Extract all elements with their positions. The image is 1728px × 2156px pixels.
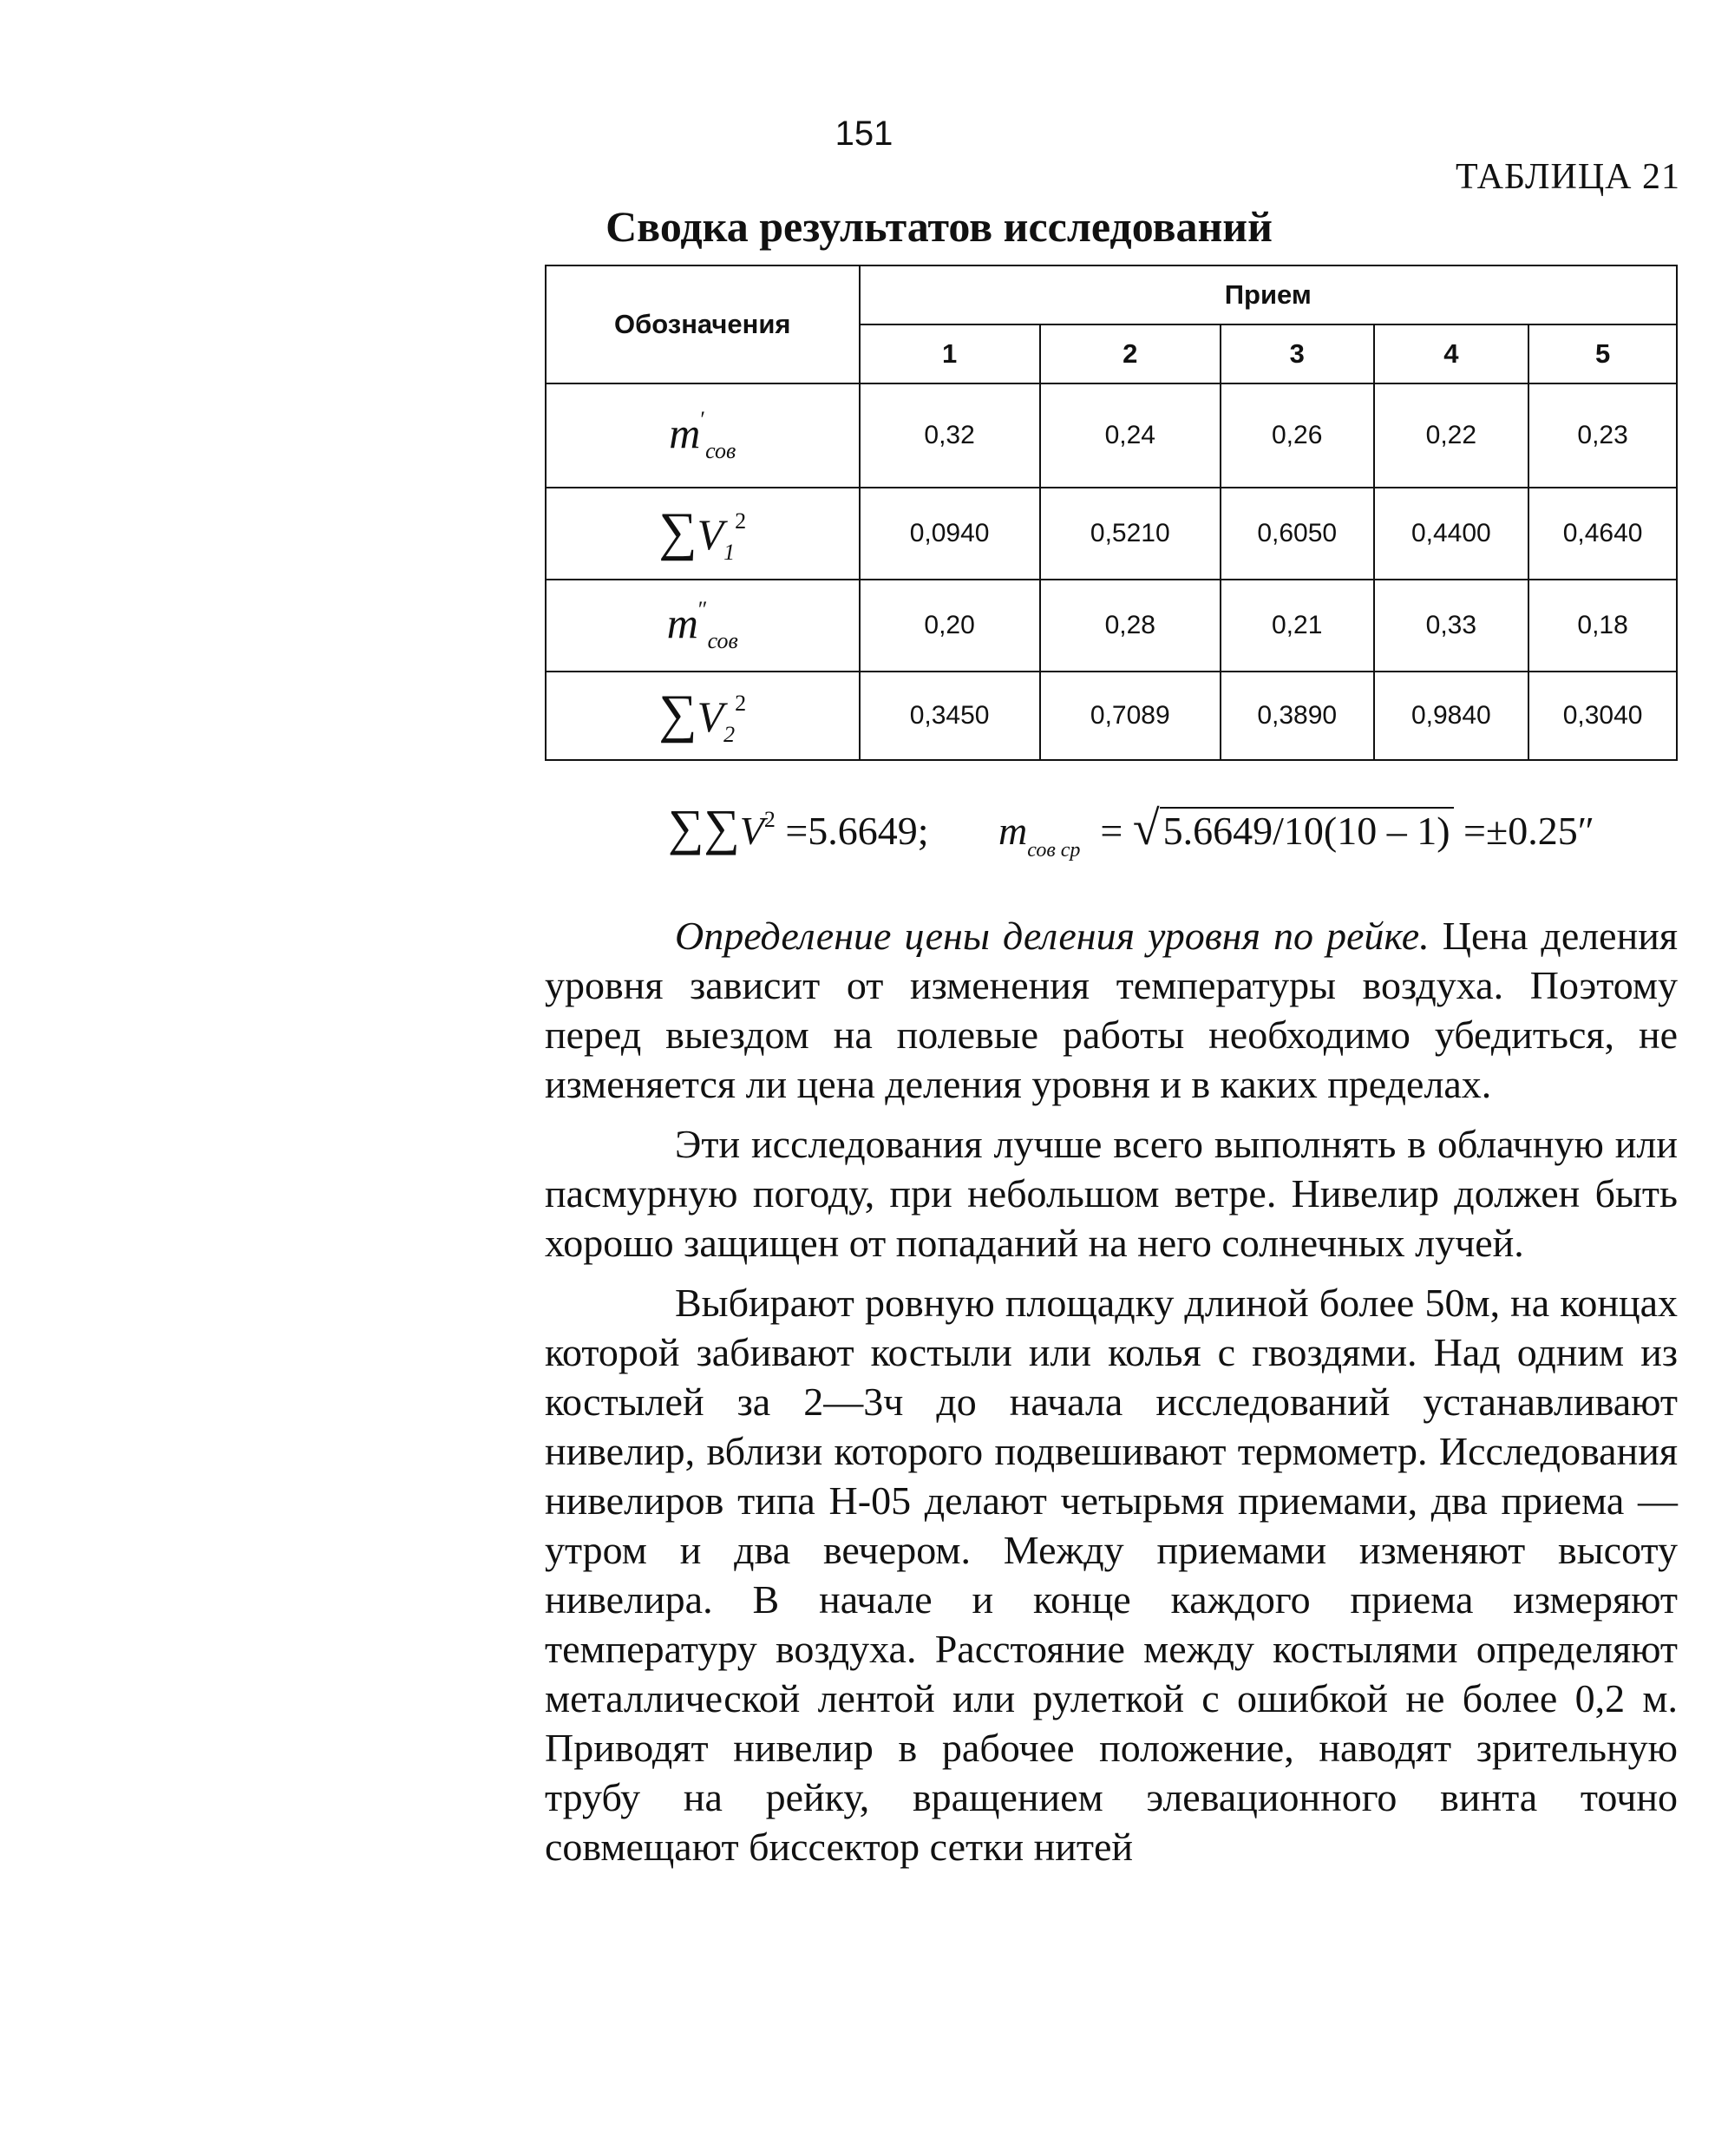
table-cell: 0,21 xyxy=(1221,580,1374,672)
table-cell: 0,33 xyxy=(1374,580,1529,672)
symbol-m-prime-sov: $m'_{сов}$ xyxy=(669,407,736,463)
table-cell: 0,23 xyxy=(1528,383,1677,488)
symbol-sum-v2-squared: $\sum V_2^2$ xyxy=(658,685,747,747)
double-sum-symbol: ∑∑ xyxy=(668,799,740,855)
table-title: Сводка результатов исследований xyxy=(605,202,1273,251)
table-row xyxy=(546,580,1677,672)
results-table xyxy=(545,265,1678,761)
column-header: 5 xyxy=(1528,324,1677,383)
table-header-row xyxy=(546,265,1677,324)
radicand: 5.6649/10(10 – 1) xyxy=(1160,807,1454,853)
designation-header: Обозначения xyxy=(546,265,860,383)
symbol-cell xyxy=(546,488,860,580)
table-cell: 0,3040 xyxy=(1528,672,1677,760)
table-cell: 0,4640 xyxy=(1528,488,1677,580)
table-cell: 0,20 xyxy=(860,580,1040,672)
symbol-cell xyxy=(546,672,860,760)
formula-result: =±0.25″ xyxy=(1463,809,1594,853)
table-row xyxy=(546,383,1677,488)
error-formula: $\sum\sum V^2 =5.6649$; $m_{сов ср} = √5.6649/10(10 - 1) =\pm 0.25''$ xyxy=(668,799,1594,862)
page-number: 151 xyxy=(835,115,893,153)
table-cell: 0,6050 xyxy=(1221,488,1374,580)
square-root-icon: √ xyxy=(1132,802,1160,855)
column-header: 2 xyxy=(1040,324,1221,383)
table-row xyxy=(546,488,1677,580)
body-text xyxy=(545,911,1678,1882)
paragraph-text: Эти исследования лучше всего выполнять в облачную или пасмурную погоду, при небольшом ветре. Нивелир должен быть хорошо защищен от попаданий на него солнечных лучей. xyxy=(545,1122,1678,1265)
column-header: 1 xyxy=(860,324,1040,383)
column-header: 3 xyxy=(1221,324,1374,383)
table-cell: 0,5210 xyxy=(1040,488,1221,580)
table-cell: 0,24 xyxy=(1040,383,1221,488)
table-cell: 0,32 xyxy=(860,383,1040,488)
paragraph xyxy=(545,911,1678,1109)
sum-value: =5.6649; xyxy=(785,809,929,853)
table-cell: 0,3890 xyxy=(1221,672,1374,760)
table-cell: 0,18 xyxy=(1528,580,1677,672)
table-cell: 0,26 xyxy=(1221,383,1374,488)
table-cell: 0,4400 xyxy=(1374,488,1529,580)
symbol-cell xyxy=(546,580,860,672)
table-cell: 0,7089 xyxy=(1040,672,1221,760)
paragraph-text: Цена деления уровня зависит от изменения температуры воздуха. Поэтому перед выездом на полевые работы необходимо убедиться, не изменяется ли цена деления уровня и в каких пределах. xyxy=(545,914,1678,1106)
table-cell: 0,0940 xyxy=(860,488,1040,580)
table-cell: 0,22 xyxy=(1374,383,1529,488)
m-symbol: m xyxy=(998,809,1028,853)
symbol-m-double-prime-sov: $m''_{сов}$ xyxy=(666,597,738,653)
column-header: 4 xyxy=(1374,324,1529,383)
paragraph-text: Выбирают ровную площадку длиной более 50м, на концах которой забивают костыли или колья с гвоздями. Над одним из костылей за 2—3ч до начала исследований устанавливают нивелир, вблизи которого подвешивают термометр. Исследования нивелиров типа Н-05 делают четырьмя приемами, два приема — утром и два вечером. Между приемами изменяют высоту нивелира. В начале и конце каждого приема измеряют температуру воздуха. Расстояние между костылями определяют металлической лентой или рулеткой с ошибкой не более 0,2 м. Приводят нивелир в рабочее положение, наводят зрительную трубу на рейку, вращением элевационного винта точно совмещают биссектор сетки нитей xyxy=(545,1281,1678,1869)
table-cell: 0,28 xyxy=(1040,580,1221,672)
m-subscript: сов ср xyxy=(1027,839,1081,862)
paragraph xyxy=(545,1119,1678,1268)
table-row xyxy=(546,672,1677,760)
table-cell: 0,9840 xyxy=(1374,672,1529,760)
table-cell: 0,3450 xyxy=(860,672,1040,760)
symbol-cell xyxy=(546,383,860,488)
symbol-sum-v1-squared: $\sum V_1^2$ xyxy=(658,502,747,565)
paragraph xyxy=(545,1278,1678,1871)
table-label: ТАБЛИЦА 21 xyxy=(1456,157,1680,197)
reception-group-header: Прием xyxy=(860,265,1677,324)
paragraph-lead: Определение цены деления уровня по рейке. xyxy=(675,914,1430,958)
